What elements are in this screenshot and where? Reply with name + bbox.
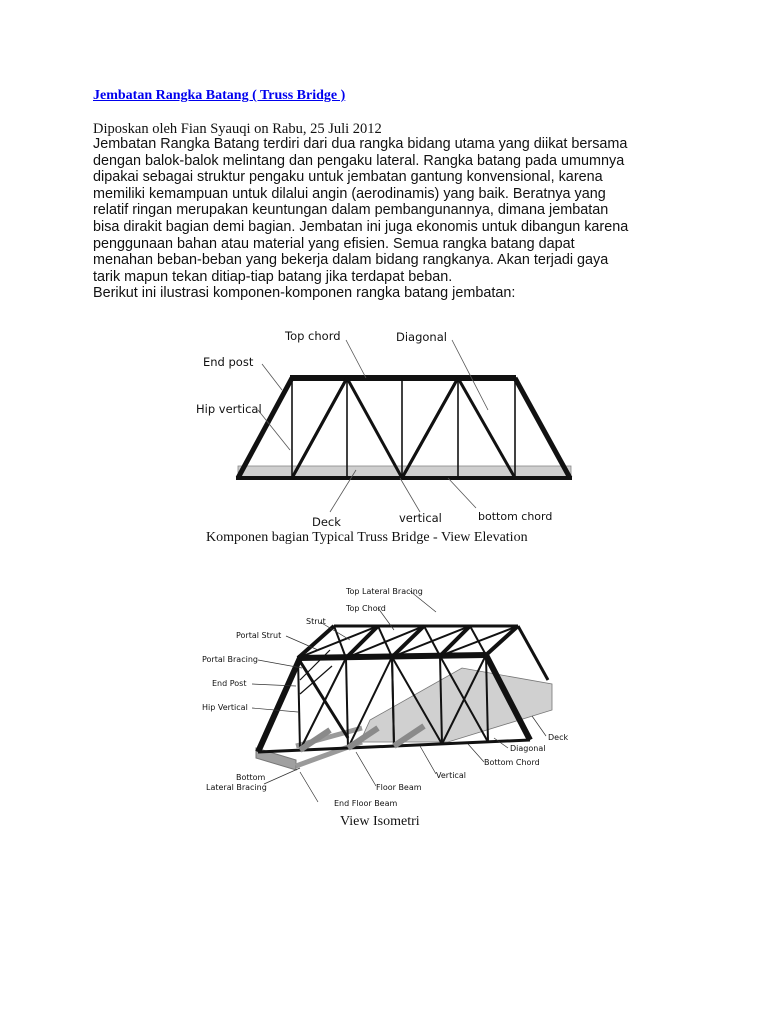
body-line: Berikut ini ilustrasi komponen-komponen rangka batang jembatan:: [93, 285, 516, 302]
body-line: memiliki kemampuan untuk dilalui angin (aerodinamis) yang baik. Beratnya yang: [93, 185, 606, 202]
figure-caption-elevation: Komponen bagian Typical Truss Bridge - View Elevation: [206, 530, 528, 545]
body-line: menahan beban-beban yang bekerja dalam bidang rangkanya. Akan terjadi gaya: [93, 252, 609, 269]
label-top-chord: Top chord: [285, 329, 341, 343]
figure-caption-isometric: View Isometri: [340, 814, 420, 829]
post-byline: Diposkan oleh Fian Syauqi on Rabu, 25 Juli 2012: [93, 121, 382, 137]
label-hip-vertical: Hip Vertical: [202, 703, 248, 712]
body-line: dipakai sebagai struktur pengaku untuk jembatan gantung konvensional, karena: [93, 169, 603, 186]
label-diagonal: Diagonal: [510, 744, 546, 753]
label-portal-strut: Portal Strut: [236, 631, 282, 640]
body-line: dengan balok-balok melintang dan pengaku lateral. Rangka batang pada umumnya: [93, 152, 625, 169]
body-line: relatif ringan merupakan keuntungan dalam pembangunannya, dimana jembatan: [93, 202, 609, 219]
label-vertical: vertical: [399, 511, 442, 525]
article-title-link[interactable]: Jembatan Rangka Batang ( Truss Bridge ): [93, 88, 346, 103]
label-bottom-chord: Bottom Chord: [484, 758, 540, 767]
label-top-lateral-bracing: Top Lateral Bracing: [346, 587, 423, 596]
body-line: tarik mapun tekan ditiap-tiap batang jika terdapat beban.: [93, 268, 453, 285]
label-deck: Deck: [312, 515, 341, 529]
label-end-post: End Post: [212, 679, 247, 688]
article-body: [93, 136, 683, 302]
end-post-line: [515, 378, 570, 478]
vertical-members: [292, 378, 515, 478]
diagonal-members: [292, 378, 515, 478]
label-vertical: Vertical: [436, 771, 466, 780]
label-bottom: Bottom: [236, 773, 266, 782]
label-floor-beam: Floor Beam: [376, 783, 422, 792]
body-line: bisa dirakit bagian demi bagian. Jembatan ini juga ekonomis untuk dibangun karena: [93, 218, 629, 235]
end-post-line: [238, 378, 292, 478]
label-lateral-bracing: Lateral Bracing: [206, 783, 267, 792]
label-end-floor-beam: End Floor Beam: [334, 799, 398, 808]
truss-elevation-diagram: [192, 322, 582, 534]
body-line: Jembatan Rangka Batang terdiri dari dua rangka bidang utama yang diikat bersama: [93, 136, 628, 152]
label-deck: Deck: [548, 733, 569, 742]
label-top-chord: Top Chord: [346, 604, 386, 613]
label-end-post: End post: [203, 355, 254, 369]
label-strut: Strut: [306, 617, 326, 626]
label-bottom-chord: bottom chord: [478, 510, 553, 523]
label-portal-bracing: Portal Bracing: [202, 655, 258, 664]
body-line: penggunaan bahan atau material yang efisien. Semua rangka batang dapat: [93, 235, 575, 252]
truss-isometric-diagram: [195, 578, 577, 814]
label-diagonal: Diagonal: [396, 330, 447, 344]
label-hip-vertical: Hip vertical: [196, 402, 262, 416]
